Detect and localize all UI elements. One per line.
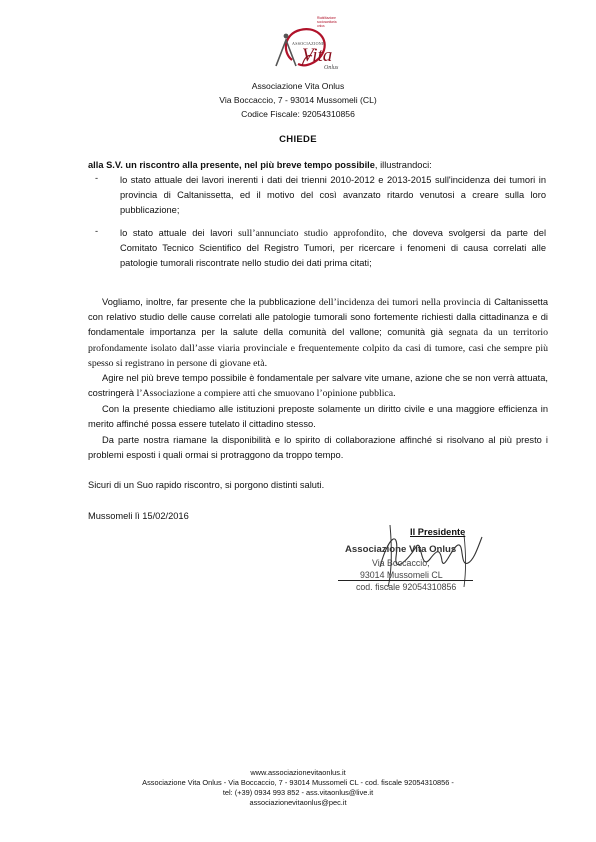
intro-rest: , illustrandoci:: [374, 160, 432, 170]
footer-pec: associazionevitaonlus@pec.it: [249, 798, 347, 807]
bullet-item-1: lo stato attuale dei lavori inerenti i dati dei trienni 2010-2012 e 2013-2015 sull'incidenza dei tumori in provincia di Caltanissetta, ed il motivo del così avanzato ritardo venutosi a creare sulla loro pubblicazione;: [120, 175, 546, 216]
footer-contacts: tel: (+39) 0934 993 852 - ass.vitaonlus@live.it: [222, 788, 374, 797]
association-logo: [262, 14, 352, 78]
bullet-dash: -: [95, 173, 99, 183]
paragraph-3: Con la presente chiediamo alle istituzioni preposte solamente un diritto civile e una maggiore efficienza in merito affinché possa essere tutelato il cittadino stesso.: [88, 404, 548, 430]
intro-line: [88, 158, 548, 173]
intro-bold: alla S.V. un riscontro alla presente, nel più breve tempo possibile: [88, 160, 375, 170]
place-date: Mussomeli lì 15/02/2016: [88, 511, 189, 521]
logo-vita-text: Vita: [302, 45, 333, 66]
p1-part-d: segnata da un territorio profondamente isolato dall’asse viaria provinciale e frequentemente colpito da casi di tumore, casi che sempre più spesso si registrano in persone di giovane età.: [88, 327, 549, 369]
p2-part-a: Agire nel più breve tempo possibile è fondamentale per salvare vite umane, azione che se non verrà attuata, costringerà: [88, 373, 549, 399]
logo-onlus-text: Onlus: [324, 65, 339, 71]
p2-part-b: l’Associazione a compiere atti che smuovano l’opinione pubblica.: [136, 388, 396, 400]
stamp-city: 93014 Mussomeli CL: [360, 570, 443, 580]
paragraph-1: [88, 295, 548, 371]
bullet-item-2: [120, 226, 546, 272]
closing-line: Sicuri di un Suo rapido riscontro, si porgono distinti saluti.: [88, 480, 325, 490]
p1-part-a: Vogliamo, inoltre, far presente che la pubblicazione: [102, 297, 319, 307]
paragraph-4: Da parte nostra riamane la disponibilità e lo spirito di collaborazione affinché si risolvano al più presto i problemi esposti i quali ormai si protraggono da troppo tempo.: [88, 435, 548, 461]
footer-website: www.associazionevitaonlus.it: [250, 768, 346, 777]
logo-small-line: onlus: [317, 24, 325, 28]
logo-small-line: Riabilitazione: [317, 16, 336, 20]
request-heading: CHIEDE: [279, 134, 317, 145]
logo-assoc-text: ASSOCIAZIONE: [292, 41, 325, 46]
p1-part-b: dell’incidenza dei tumori nella provincia di: [318, 297, 492, 308]
signature-line: [338, 580, 473, 581]
header-fiscal-code: Codice Fiscale: 92054310856: [241, 109, 355, 119]
bullet-dash: -: [95, 226, 99, 236]
p1-part-c: Caltanissetta con relativo studio delle cause correlati alle patologie tumorali sono fortemente richiesti dalla cittadinanza e di fondamentale importanza per la salute della comunità del vallone; comunità già: [88, 297, 549, 338]
stamp-association-name: Associazione Vita Onlus: [345, 544, 457, 555]
paragraph-2: [88, 371, 548, 401]
bullet-2-part-a: lo stato attuale dei lavori: [120, 228, 239, 238]
header-name: Associazione Vita Onlus: [251, 81, 345, 91]
stamp-fiscal-code: cod. fiscale 92054310856: [356, 582, 457, 592]
stamp-address: Via Boccaccio,: [372, 558, 430, 568]
footer-address: Associazione Vita Onlus - Via Boccaccio, 7 - 93014 Mussomeli CL - cod. fiscale 92054310856 -: [142, 778, 454, 787]
logo-small-line: sociosanitaria: [317, 20, 337, 24]
header-address: Via Boccaccio, 7 - 93014 Mussomeli (CL): [219, 95, 377, 105]
bullet-2-part-c: , che doveva svolgersi da parte del Comitato Tecnico Scientifico del Registro Tumori, per ricercare i fenomeni di causa correlati alle patologie tumorali riscontrate nello studio dei dati prima citati;: [120, 228, 547, 269]
signature-title: Il Presidente: [410, 527, 466, 537]
bullet-2-part-b: sull’annunciato studio approfondito: [238, 228, 385, 239]
